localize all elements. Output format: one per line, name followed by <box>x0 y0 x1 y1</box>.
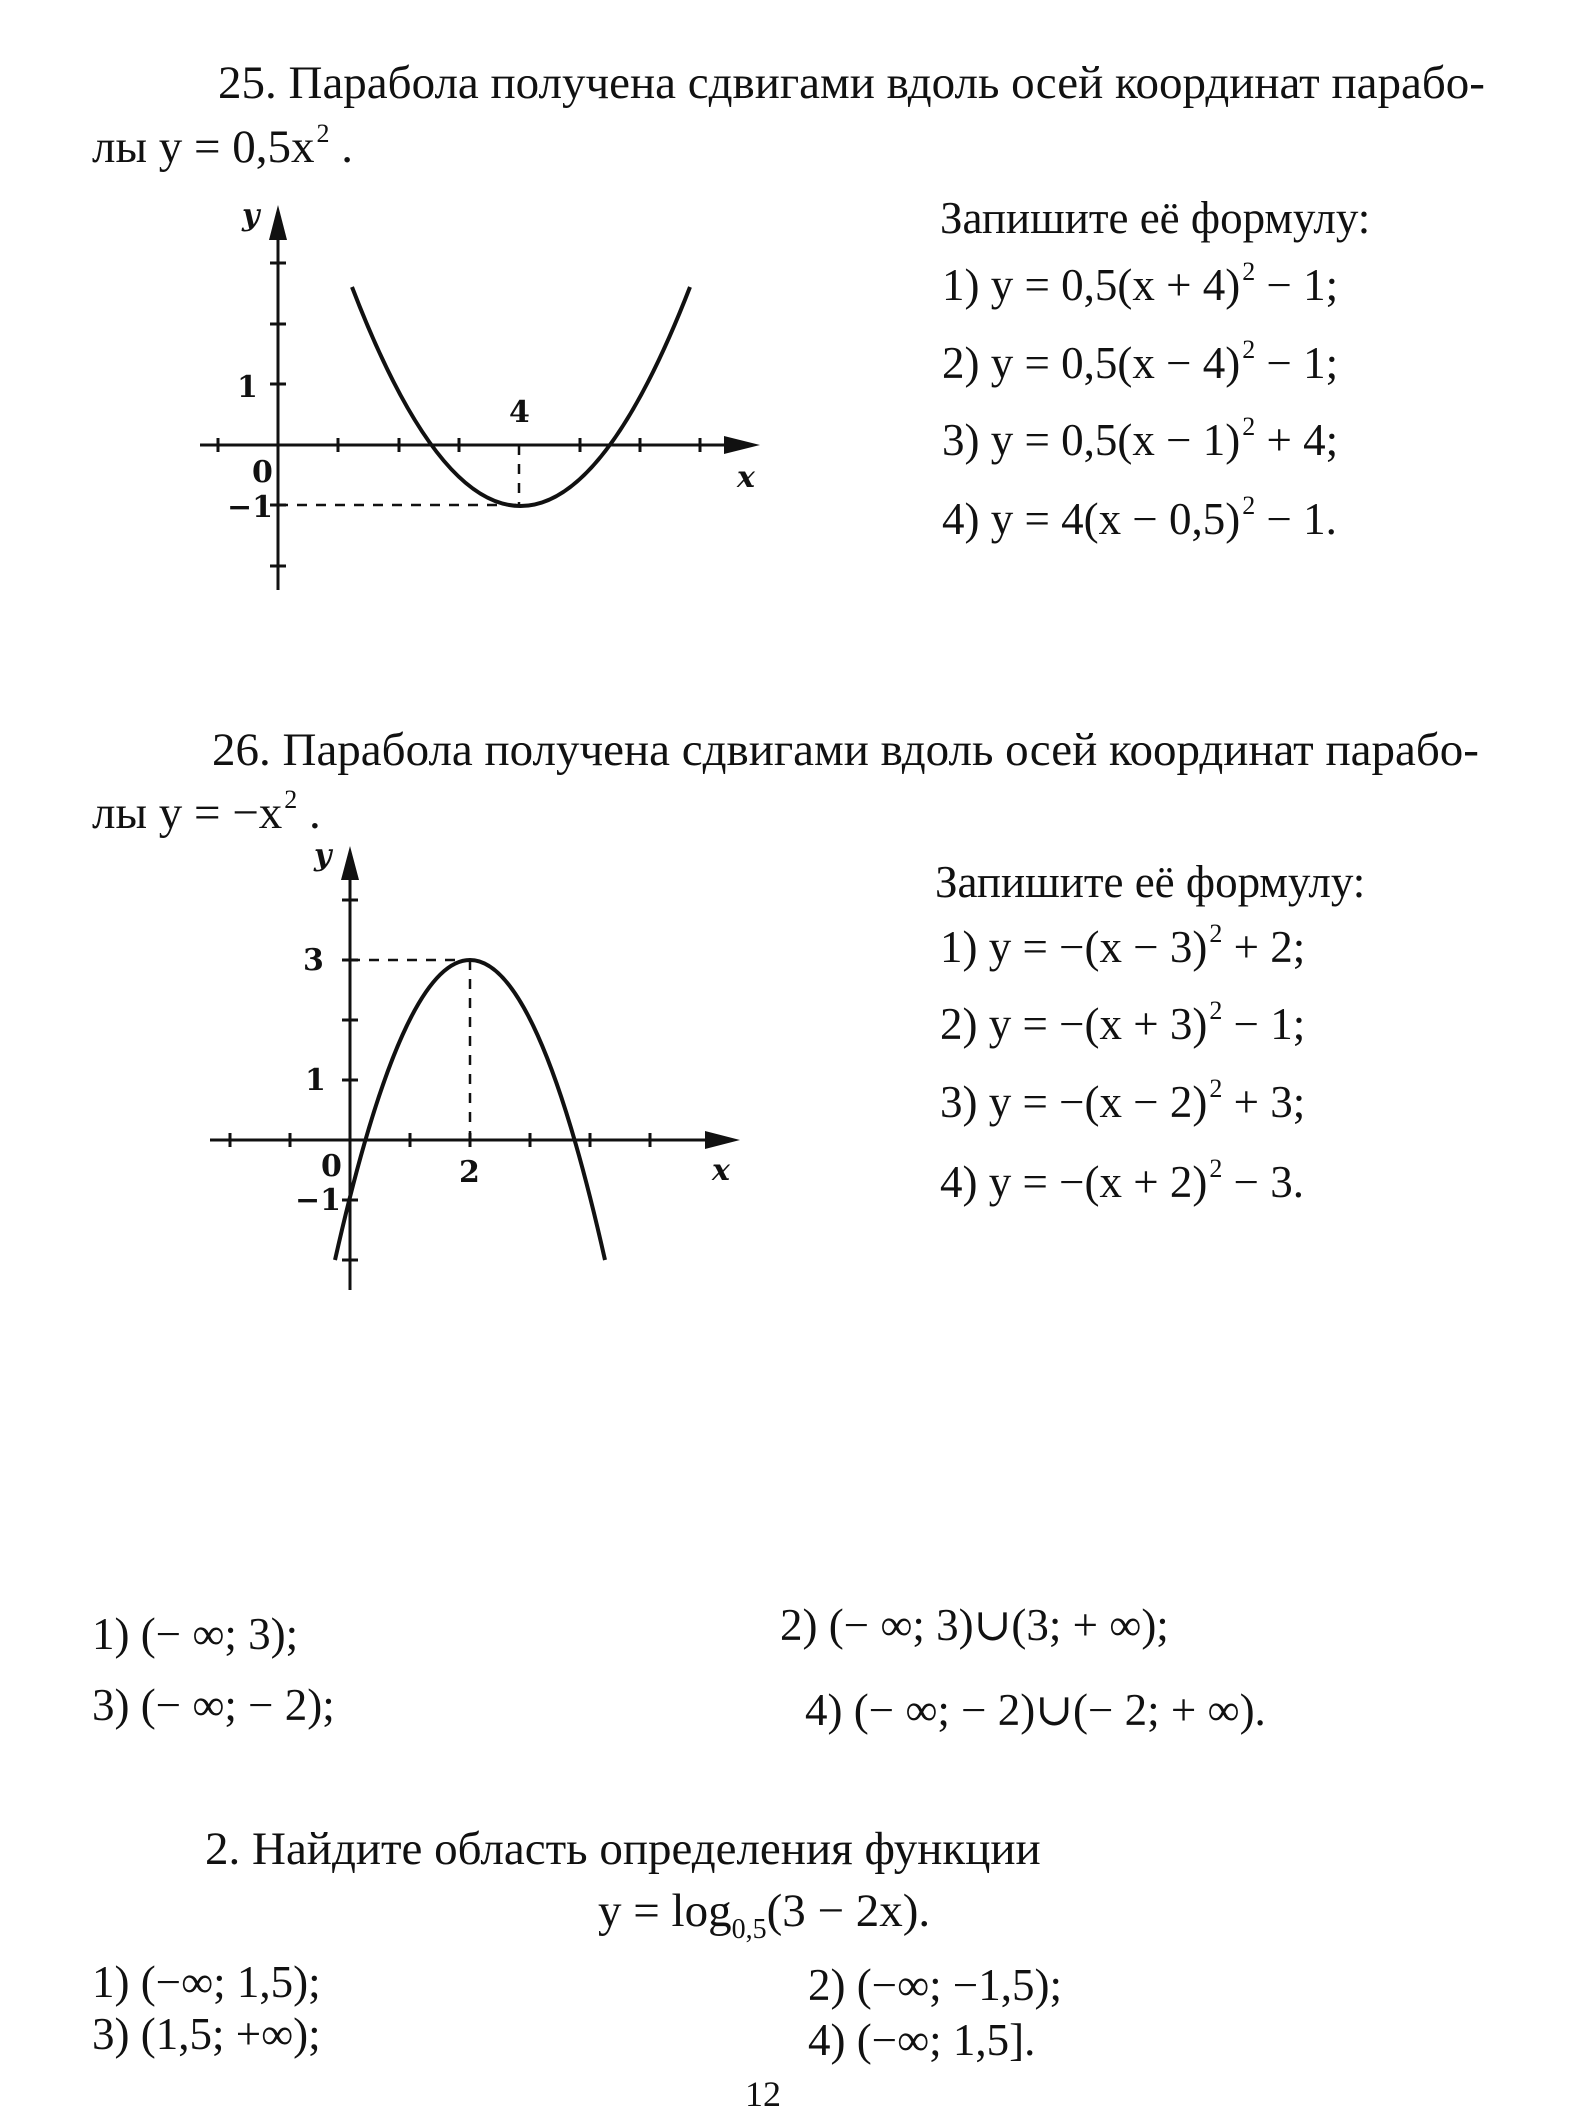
task26-y-tick-1: 1 <box>305 1063 326 1098</box>
prev-answer-1: 1) (− ∞; 3); <box>92 1609 299 1659</box>
task26-formula: лы y = −x <box>92 787 283 839</box>
task25-x-label: x <box>737 460 755 495</box>
task26-y-tick-neg1: −1 <box>295 1183 342 1218</box>
task25-x-tick-4: 4 <box>509 395 530 430</box>
task26-y-tick-3: 3 <box>303 943 324 978</box>
task2-option-4: 4) (−∞; 1,5]. <box>808 2015 1036 2065</box>
task2-option-1: 1) (−∞; 1,5); <box>92 1957 321 2007</box>
task26-formula-end: . <box>297 787 321 839</box>
page-number: 12 <box>745 2074 781 2114</box>
task26-option-2: 2) $y = -(x + 3)^2 - 1$; <box>940 996 1306 1049</box>
prev-answer-3: 3) (− ∞; − 2); <box>92 1680 335 1730</box>
task25-y-tick-1: 1 <box>237 370 258 405</box>
task26-option-3: 3) $y = -(x - 2)^2 + 3$; <box>940 1074 1306 1127</box>
task26-x-tick-2: 2 <box>459 1155 480 1190</box>
task25-formula-end: . <box>329 121 354 173</box>
task26-heading: 26. Парабола получена сдвигами вдоль осей координат парабо- <box>212 724 1479 776</box>
task25-option-1: 1) $y = 0,5(x + 4)^2 - 1$; <box>942 257 1339 310</box>
task25-option-3: 3) $y = 0,5(x - 1)^2 + 4$; <box>942 412 1339 465</box>
prev-answer-4: 4) (− ∞; − 2)∪(− 2; + ∞). <box>805 1685 1266 1735</box>
task2-option-2: 2) (−∞; −1,5); <box>808 1960 1063 2010</box>
task2-question: 2. Найдите область определения функции <box>205 1823 1041 1875</box>
task25-origin-label: 0 <box>252 455 273 490</box>
task25-heading: 25. Парабола получена сдвигами вдоль осей координат парабо- <box>218 57 1485 109</box>
task25-option-2: 2) $y = 0,5(x - 4)^2 - 1$; <box>942 335 1339 388</box>
task26-formula-exp: 2 <box>284 785 298 814</box>
task25-formula: лы y = 0,5x <box>92 121 315 173</box>
task26-x-label: x <box>712 1153 730 1188</box>
task26-instruction: Запишите её формулу: <box>935 857 1366 907</box>
task26-option-4: 4) $y = -(x + 2)^2 - 3$. <box>940 1154 1304 1207</box>
task26-option-1: 1) $y = -(x - 3)^2 + 2$; <box>940 919 1306 972</box>
task26-origin-label: 0 <box>321 1149 342 1184</box>
task26-x-arrow <box>705 1131 740 1149</box>
task25-instruction: Запишите её формулу: <box>940 193 1371 243</box>
task25-y-tick-neg1: −1 <box>227 490 274 525</box>
task2-option-3: 3) (1,5; +∞); <box>92 2009 321 2059</box>
prev-answer-2-cut: 2) (− ∞; 3)∪(3; + ∞); <box>780 1600 1169 1650</box>
task26-graph <box>0 0 800 1300</box>
task25-option-4: 4) $y = 4(x - 0,5)^2 - 1$. <box>942 491 1337 544</box>
task2-formula: $y = \log_{0,5}(3 - 2x)$. <box>598 1885 931 1945</box>
task25-formula-exp: 2 <box>316 119 330 148</box>
task26-y-label: y <box>314 838 332 873</box>
task26-y-arrow <box>341 846 359 880</box>
task25-y-label: y <box>242 198 260 233</box>
